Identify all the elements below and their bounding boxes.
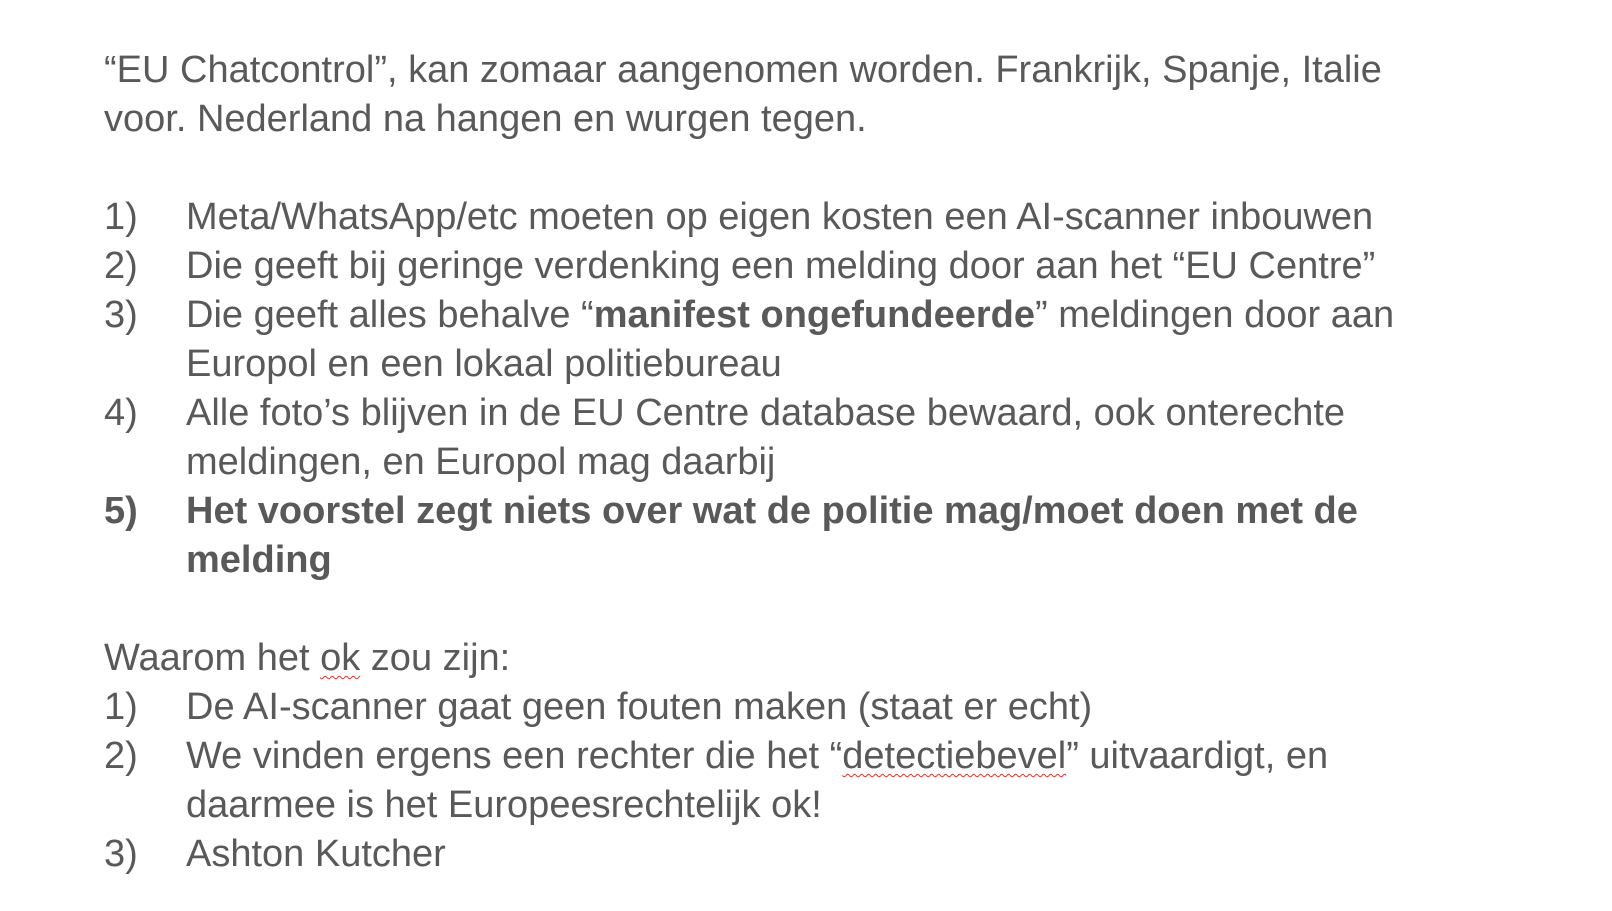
spellcheck-flagged-word: detectiebevel [842,735,1067,777]
text-segment: Het voorstel zegt niets over wat de politie mag/moet doen met de [186,490,1358,532]
list-item [104,389,1534,487]
slide-body [104,46,1534,879]
list-text: De AI-scanner gaat geen fouten maken (staat er echt) [186,686,1093,728]
list-text [186,487,1534,585]
spellcheck-flagged-word: ok [320,637,361,679]
text-segment: meldingen, en Europol mag daarbij [186,441,776,483]
list-number: 1) [104,686,138,728]
list-item [104,732,1534,830]
list-text: Meta/WhatsApp/etc moeten op eigen kosten een AI-scanner inbouwen [186,196,1374,238]
text-segment: Europol en een lokaal politiebureau [186,343,782,385]
list-text: Ashton Kutcher [186,833,446,875]
text-segment: ” meldingen door aan [1034,294,1395,336]
text-segment: Waarom het [104,637,321,679]
list-item [104,291,1534,389]
blank-line [104,144,1534,193]
blank-line [104,585,1534,634]
reasons-list [104,683,1534,879]
bold-phrase: manifest ongefundeerde [593,294,1035,336]
text-segment: ” uitvaardigt, en [1066,735,1329,777]
list-item [104,242,1534,291]
list-item [104,830,1534,879]
text-segment: We vinden ergens een rechter die het “ [186,735,843,777]
list-number: 4) [104,392,138,434]
list-text [186,291,1534,389]
intro-line-2: voor. Nederland na hangen en wurgen tegen. [104,98,867,140]
text-segment: Alle foto’s blijven in de EU Centre database bewaard, ook onterechte [186,392,1346,434]
text-segment: melding [186,539,332,581]
text-segment: Die geeft alles behalve “ [186,294,594,336]
intro-paragraph [104,46,1534,144]
list-text: Die geeft bij geringe verdenking een melding door aan het “EU Centre” [186,245,1376,287]
text-segment: zou zijn: [360,637,511,679]
list-item [104,193,1534,242]
list-number: 1) [104,196,138,238]
section-heading [104,634,1534,683]
list-text [186,732,1534,830]
text-segment: daarmee is het Europeesrechtelijk ok! [186,784,822,826]
intro-line-1: “EU Chatcontrol”, kan zomaar aangenomen worden. Frankrijk, Spanje, Italie [104,49,1382,91]
list-number: 3) [104,294,138,336]
list-item [104,683,1534,732]
list-number: 2) [104,735,138,777]
list-item-emphasized [104,487,1534,585]
points-list [104,193,1534,585]
list-number: 2) [104,245,138,287]
list-text [186,389,1534,487]
list-number: 3) [104,833,138,875]
list-number: 5) [104,490,138,532]
